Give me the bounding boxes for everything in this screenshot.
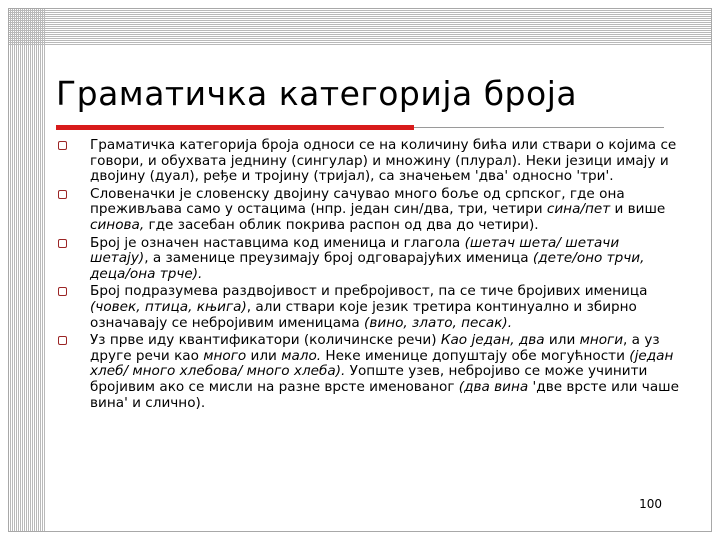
bullet-text: , а уз друге речи као	[90, 332, 660, 364]
bullet-marker-icon	[58, 190, 67, 199]
bullet-list	[58, 138, 680, 413]
bullet-text: , а заменице преузимају број одговарајућих именица	[144, 250, 533, 267]
bullet-item	[58, 236, 680, 283]
italic-example: (вино, злато, песак).	[364, 314, 513, 331]
italic-example: синова,	[90, 216, 145, 233]
bullet-text: Број подразумева раздвојивост и пребројивост, па се тиче бројивих именица	[90, 283, 648, 300]
italic-example: (један хлеб/ много хлебова/ много хлеба).	[90, 347, 674, 380]
title-underline-thin	[414, 127, 664, 128]
italic-example: (шетач шета/ шетачи шетају)	[90, 234, 620, 267]
bullet-marker-icon	[58, 336, 67, 345]
bullet-item	[58, 333, 680, 411]
italic-example: мало.	[281, 347, 322, 364]
bullet-text: Граматичка категорија броја односи се на количину бића или ствари о којима се говори, и обухвата једнину (сингулар) и множину (плурал). Неки језици имају и двојину (дуал), ређе и тројину (тријал), са значењем 'два' односно 'три'.	[90, 137, 677, 185]
bullet-text: Неке именице допуштају обе могућности	[321, 347, 630, 364]
italic-example: (дете/оно трчи, деца/она трче).	[90, 250, 645, 282]
italic-example: (два вина	[458, 378, 529, 395]
bullet-marker-icon	[58, 287, 67, 296]
italic-example: Као један, два	[440, 332, 545, 349]
italic-example: сина/пет	[546, 201, 611, 218]
bullet-marker-icon	[58, 141, 67, 150]
italic-example: много	[203, 347, 247, 364]
bullet-text: 'две врсте или чаше вина' и слично).	[90, 378, 679, 411]
bullet-text: или	[544, 332, 580, 349]
title-underline-accent	[56, 125, 414, 130]
bullet-text: Број је означен наставцима код именица и глагола	[90, 234, 465, 251]
italic-example: (човек, птица, књига)	[90, 298, 247, 315]
bullet-text: Уопште узев, небројиво се може учинити бројивим ако се мисли на разне врсте именованог	[90, 363, 648, 395]
bullet-text: , али ствари које језик третира континуално и збирно означавају се небројивим именицама	[90, 298, 637, 331]
slide-title: Граматичка категорија броја	[56, 74, 578, 113]
italic-example: многи	[579, 332, 624, 349]
bullet-item	[58, 187, 680, 234]
bullet-text: Словеначки је словенску двојину сачувао много боље од српског, где она преживљава само у остацима (нпр. један син/два, три, четири	[90, 185, 625, 218]
bullet-text: Уз прве иду квантификатори (количинске речи)	[90, 332, 441, 349]
bullet-text: или	[246, 347, 282, 364]
bullet-item	[58, 284, 680, 331]
bullet-text: и више	[610, 201, 666, 218]
page-number: 100	[639, 497, 662, 511]
bullet-marker-icon	[58, 239, 67, 248]
bullet-text: где засебан облик покрива распон од два до четири).	[144, 216, 539, 233]
bullet-item	[58, 138, 680, 185]
